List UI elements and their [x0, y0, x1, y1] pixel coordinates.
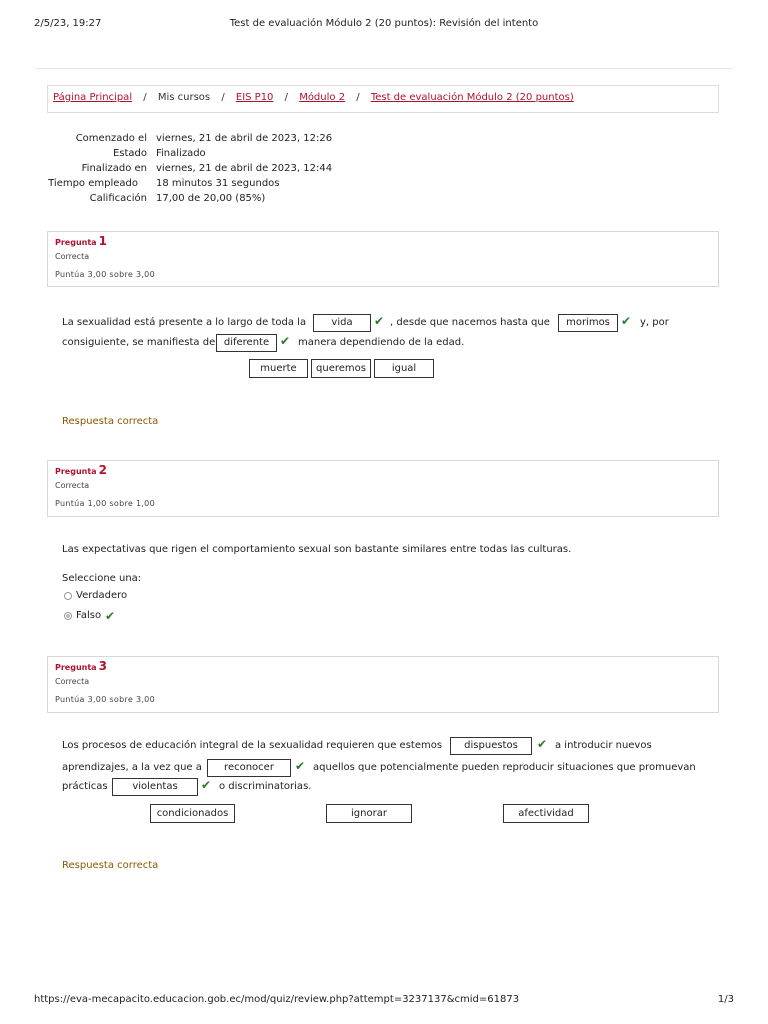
option-label: Verdadero: [76, 590, 128, 601]
breadcrumb: [47, 85, 719, 113]
question-info-1: [47, 231, 719, 287]
question-grade: Puntúa 3,00 sobre 3,00: [55, 695, 155, 704]
attempt-summary: [48, 132, 332, 207]
summary-row-finished: [48, 162, 332, 176]
question-label: Pregunta: [55, 663, 97, 672]
breadcrumb-separator: /: [221, 92, 225, 103]
drop-zone-answer[interactable]: reconocer: [207, 759, 291, 777]
breadcrumb-module-link[interactable]: Módulo 2: [299, 92, 346, 103]
print-header: [0, 0, 768, 40]
question-text: Las expectativas que rigen el comportamiento sexual son bastante similares entre todas las culturas.: [62, 544, 572, 555]
check-icon: ✔: [295, 759, 306, 773]
question-text-part: prácticas: [62, 781, 108, 792]
page-number: 1/3: [717, 994, 734, 1005]
summary-row-time: [48, 177, 332, 191]
question-grade: Puntúa 3,00 sobre 3,00: [55, 270, 155, 279]
breadcrumb-quiz-link[interactable]: Test de evaluación Módulo 2 (20 puntos): [370, 92, 574, 103]
breadcrumb-separator: /: [356, 92, 360, 103]
question-info-3: [47, 656, 719, 713]
question-text-part: y, por: [640, 317, 669, 328]
summary-value: viernes, 21 de abril de 2023, 12:26: [156, 133, 333, 144]
question-text-part: aprendizajes, a la vez que a: [62, 762, 202, 773]
question-grade: Puntúa 1,00 sobre 1,00: [55, 499, 155, 508]
question-state: Correcta: [55, 252, 90, 261]
print-title: Test de evaluación Módulo 2 (20 puntos): Revisión del intento: [229, 18, 539, 29]
radio-falso[interactable]: [64, 612, 72, 620]
divider: [36, 68, 732, 69]
question-text-part: , desde que nacemos hasta que: [390, 317, 550, 328]
breadcrumb-home-link[interactable]: Página Principal: [53, 92, 133, 103]
question-text-part: o discriminatorias.: [219, 781, 312, 792]
breadcrumb-my-courses: Mis cursos: [157, 92, 211, 103]
check-icon: ✔: [201, 778, 212, 792]
drag-choice[interactable]: ignorar: [326, 804, 412, 823]
drag-choice[interactable]: muerte: [249, 359, 308, 378]
breadcrumb-separator: /: [143, 92, 147, 103]
question-text-part: aquellos que potencialmente pueden reproducir situaciones que promuevan: [313, 762, 696, 773]
question-text-part: a introducir nuevos: [555, 740, 652, 751]
question-number: 2: [98, 463, 107, 477]
select-prompt: Seleccione una:: [62, 573, 142, 584]
summary-value: 17,00 de 20,00 (85%): [156, 193, 266, 204]
breadcrumb-separator: /: [284, 92, 288, 103]
question-state: Correcta: [55, 481, 90, 490]
drag-choice[interactable]: igual: [374, 359, 434, 378]
breadcrumb-course-link[interactable]: EIS P10: [235, 92, 274, 103]
check-icon: ✔: [537, 737, 548, 751]
question-number: 1: [98, 234, 107, 248]
question-label: Pregunta: [55, 238, 97, 247]
option-label: Falso: [76, 610, 102, 621]
drop-zone-answer[interactable]: diferente: [216, 334, 277, 352]
summary-value: Finalizado: [156, 148, 206, 159]
page-url: https://eva-mecapacito.educacion.gob.ec/mod/quiz/review.php?attempt=3237137&cmid=61873: [34, 994, 520, 1005]
drop-zone-answer[interactable]: violentas: [112, 778, 198, 796]
radio-verdadero[interactable]: [64, 592, 72, 600]
summary-key: Calificación: [89, 193, 147, 204]
summary-row-grade: [48, 192, 332, 206]
question-number: 3: [98, 659, 107, 673]
drag-choice[interactable]: afectividad: [503, 804, 589, 823]
drag-choice[interactable]: queremos: [311, 359, 371, 378]
question-state: Correcta: [55, 677, 90, 686]
summary-row-state: [48, 147, 332, 161]
check-icon: ✔: [280, 334, 291, 348]
question-text-part: consiguiente, se manifiesta de: [62, 337, 216, 348]
summary-key: Comenzado el: [75, 133, 147, 144]
summary-row-started: [48, 132, 332, 146]
summary-value: viernes, 21 de abril de 2023, 12:44: [156, 163, 333, 174]
check-icon: ✔: [621, 314, 632, 328]
question-text-part: La sexualidad está presente a lo largo de toda la: [62, 317, 307, 328]
drop-zone-answer[interactable]: morimos: [558, 314, 618, 332]
drop-zone-answer[interactable]: dispuestos: [450, 737, 532, 755]
summary-key: Finalizado en: [81, 163, 147, 174]
check-icon: ✔: [374, 314, 385, 328]
summary-key: Tiempo empleado: [48, 178, 138, 189]
drag-choice[interactable]: condicionados: [150, 804, 235, 823]
summary-value: 18 minutos 31 segundos: [156, 178, 280, 189]
check-icon: ✔: [105, 609, 116, 623]
feedback-text: Respuesta correcta: [62, 416, 159, 427]
question-info-2: [47, 460, 719, 517]
summary-key: Estado: [112, 148, 147, 159]
question-label: Pregunta: [55, 467, 97, 476]
question-text-part: manera dependiendo de la edad.: [298, 337, 465, 348]
drop-zone-answer[interactable]: vida: [313, 314, 371, 332]
print-datetime: 2/5/23, 19:27: [34, 18, 102, 29]
feedback-text: Respuesta correcta: [62, 860, 159, 871]
question-text-part: Los procesos de educación integral de la sexualidad requieren que estemos: [62, 740, 443, 751]
